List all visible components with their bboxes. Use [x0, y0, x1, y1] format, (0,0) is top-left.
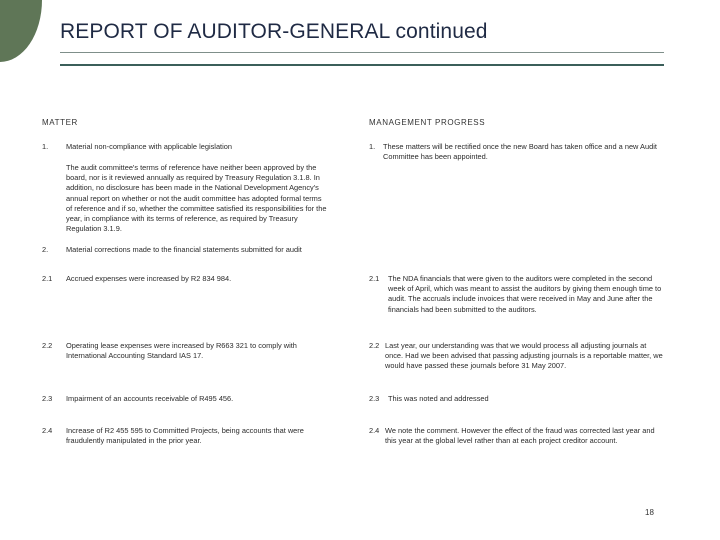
progress-number: 2.1: [369, 274, 380, 283]
matter-number: 2.: [42, 245, 49, 254]
matter-text: Increase of R2 455 595 to Committed Projects, being accounts that were fraudulently manipulated in the prior year.: [66, 426, 304, 446]
matter-number: 1.: [42, 142, 49, 151]
progress-text: These matters will be rectified once the new Board has taken office and a new Audit Committee has been appointed.: [383, 142, 657, 162]
matter-text: Impairment of an accounts receivable of R495 456.: [66, 394, 234, 403]
progress-text: The NDA financials that were given to the auditors were completed in the second week of April, which was meant to assist the auditors by giving them enough time to audit. The accruals include invoices that were received in May and June after the financials had been submitted to the auditors.: [388, 274, 662, 314]
matter-detail-text: The audit committee's terms of reference have neither been approved by the board, nor is it reviewed annually as required by Treasury Regulation 3.1.8. In addition, no disclosure has been made in the National Development Agency's annual report on whether or not the audit committee has adopted formal terms of reference and if so, whether the committee satisfied its responsibilities for the year, in compliance with its terms of reference, as required by Treasury Regulation 3.1.9.: [66, 163, 327, 234]
matter-number: 2.4: [42, 426, 53, 435]
matter-text: Material non-compliance with applicable legislation: [66, 142, 232, 151]
page-number: 18: [645, 508, 654, 517]
title-divider-bottom: [60, 64, 664, 66]
matter-text: Operating lease expenses were increased by R663 321 to comply with International Accounting Standard IAS 17.: [66, 341, 297, 361]
matter-number: 2.2: [42, 341, 53, 350]
matter-text: Accrued expenses were increased by R2 834 984.: [66, 274, 232, 283]
page-title: REPORT OF AUDITOR-GENERAL continued: [60, 20, 488, 43]
progress-text: We note the comment. However the effect of the fraud was corrected last year and this year at the global level rather than at each project creditor account.: [385, 426, 655, 446]
matter-number: 2.1: [42, 274, 53, 283]
progress-number: 2.2: [369, 341, 380, 350]
progress-number: 1.: [369, 142, 376, 151]
column-header-matter: MATTER: [42, 118, 78, 127]
matter-text: Material corrections made to the financial statements submitted for audit: [66, 245, 302, 254]
matter-number: 2.3: [42, 394, 53, 403]
progress-number: 2.3: [369, 394, 380, 403]
progress-number: 2.4: [369, 426, 380, 435]
corner-leaf-decoration: [0, 0, 42, 62]
progress-text: Last year, our understanding was that we would process all adjusting journals at once. Had we been advised that passing adjusting journals is a reportable matter, we would have passed these journals before 31 May 2007.: [385, 341, 663, 371]
column-header-management-progress: MANAGEMENT PROGRESS: [369, 118, 486, 127]
progress-text: This was noted and addressed: [388, 394, 489, 403]
title-divider-top: [60, 52, 664, 53]
